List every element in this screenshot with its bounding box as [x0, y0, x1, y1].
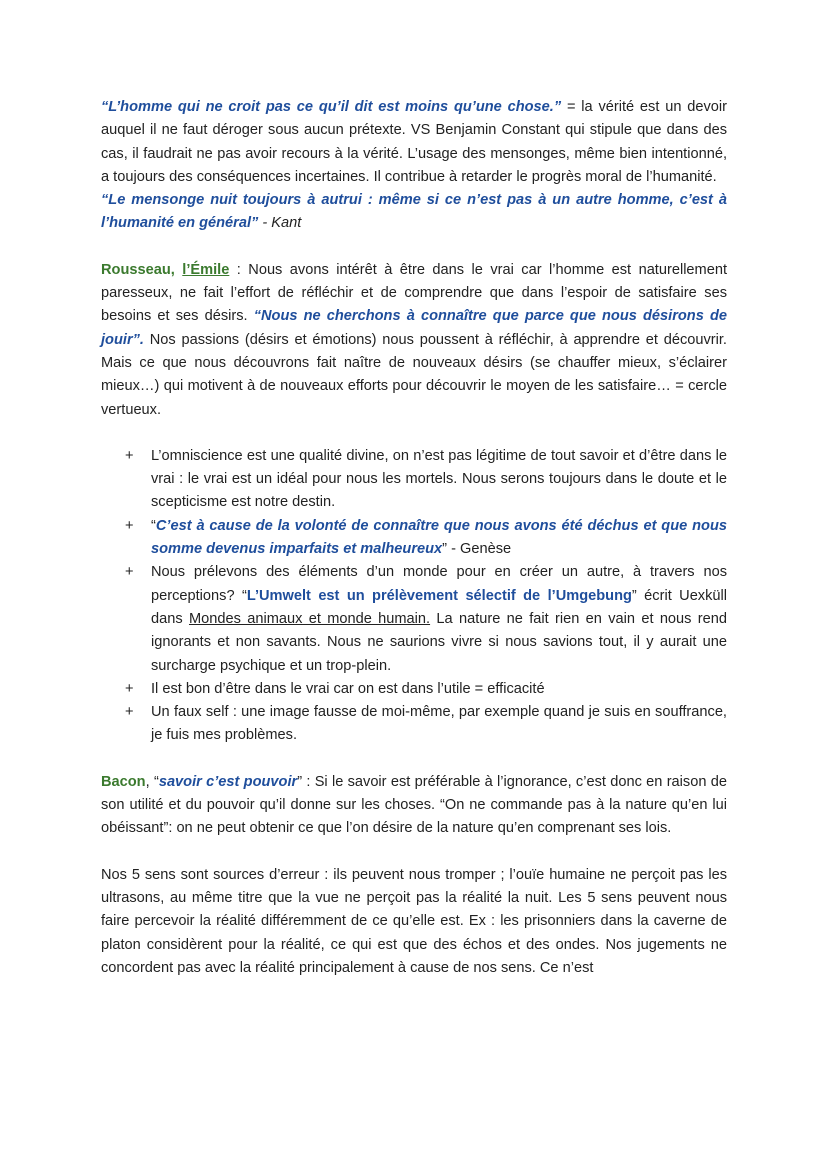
bullet-text: L’omniscience est une qualité divine, on n’est pas légitime de tout savoir et d’être dans le vrai : le vrai est un idéal pour nous les mortels. Nous serons toujours dans le doute et le scepticisme est notre destin. [151, 447, 727, 511]
paragraph-text: Nos 5 sens sont sources d’erreur : ils peuvent nous tromper ; l’ouïe humaine ne perçoit pas les ultrasons, au même titre que la vue ne perçoit pas la réalité la nuit. Les 5 sens peuvent nous faire percevoir la réalité différemment de ce qu’elle est. Ex : les prisonniers dans la caverne de platon considèrent pour la réalité, ce qui est que des échos et des ondes. Nos jugements ne concordent pas avec la réalité principalement à cause de nos sens. Ce n’est [101, 866, 727, 976]
bullet-text: “ [151, 517, 156, 534]
quote-genese: C’est à cause de la volonté de connaître que nous avons été déchus et que nous somme devenus imparfaits et malheureux [151, 517, 727, 558]
paragraph-text: = la vérité est un devoir auquel il ne faut déroger sous aucun prétexte. VS Benjamin Constant qui stipule que dans des cas, il faudrait ne pas avoir recours à la vérité. L’usage des mensonges, même bien intentionné, a toujours des conséquences incertaines. Il contribue à retarder le progrès moral de l’humanité. [101, 99, 728, 185]
document-page [101, 96, 727, 980]
bullet-marker: + [125, 447, 134, 464]
bullet-marker: + [125, 517, 134, 534]
bullet-marker: + [125, 704, 134, 721]
bullet-text: La nature ne fait rien en vain et nous rend ignorants et non savants. Nous ne saurions vivre si nous savions tout, il y aurait une surcharge psychique et un trop-plein. [151, 610, 728, 674]
paragraph-text: ” : Si le savoir est préférable à l’ignorance, c’est donc en raison de son utilité et du pouvoir qu’il donne sur les choses. “On ne commande pas à la nature qu’en lui obéissant”: on ne peut obtenir ce que l’on désire de la nature qu’en comprenant ses lois. [101, 773, 727, 837]
list-item [101, 561, 727, 677]
quote-umwelt: L’Umwelt est un prélèvement sélectif de l’Umgebung [246, 587, 632, 604]
paragraph-rousseau [101, 259, 727, 422]
paragraph-kant-lie [101, 189, 727, 236]
bullet-text: Nous prélevons des éléments d’un monde pour en créer un autre, à travers nos perceptions? “ [151, 564, 727, 604]
author-name-bacon: Bacon [101, 773, 146, 790]
work-title-emile: l’Émile [182, 261, 230, 278]
bullet-text: ” - Genèse [442, 541, 512, 558]
paragraph-bacon [101, 771, 727, 841]
bullet-marker: + [125, 564, 134, 581]
list-item [101, 701, 727, 748]
paragraph-senses [101, 864, 727, 980]
quote-author: - Kant [258, 215, 302, 232]
bullet-text: ” écrit Uexküll dans [151, 587, 728, 627]
list-item [101, 515, 727, 562]
list-item [101, 445, 727, 515]
quote-savoir-pouvoir: savoir c’est pouvoir [158, 773, 298, 790]
bullet-list [101, 445, 727, 748]
list-item [101, 678, 727, 701]
paragraph-kant-truth [101, 96, 727, 189]
work-title-mondes: Mondes animaux et monde humain. [188, 610, 431, 627]
quote-mensonge: “Le mensonge nuit toujours à autrui : même si ce n’est pas à un autre homme, c’est à l’humanité en général” [101, 192, 727, 232]
paragraph-text: Nos passions (désirs et émotions) nous poussent à réfléchir, à apprendre et découvrir. Mais ce que nous découvrons fait naître de nouveaux désirs (se chauffer mieux, s’éclairer mieux…) qui motivent à de nouveaux efforts pour découvrir le moyen de les satisfaire… = cercle vertueux. [101, 331, 727, 418]
bullet-text: Il est bon d’être dans le vrai car on est dans l’utile = efficacité [151, 680, 545, 697]
quote-homme-chose: “L’homme qui ne croit pas ce qu’il dit est moins qu’une chose.” [101, 99, 562, 115]
paragraph-text: : Nous avons intérêt à être dans le vrai car l’homme est naturellement paresseux, ne fait l’effort de réfléchir et de comprendre que dans l’espoir de satisfaire ses besoins et ses désirs. [101, 261, 727, 325]
quote-connaitre-jouir: “Nous ne cherchons à connaître que parce que nous désirons de jouir”. [101, 308, 727, 348]
bullet-text: Un faux self : une image fausse de moi-même, par exemple quand je suis en souffrance, je fuis mes problèmes. [151, 704, 727, 744]
paragraph-text: , “ [145, 773, 159, 790]
author-name-rousseau: Rousseau, [101, 261, 183, 278]
bullet-marker: + [125, 680, 134, 697]
